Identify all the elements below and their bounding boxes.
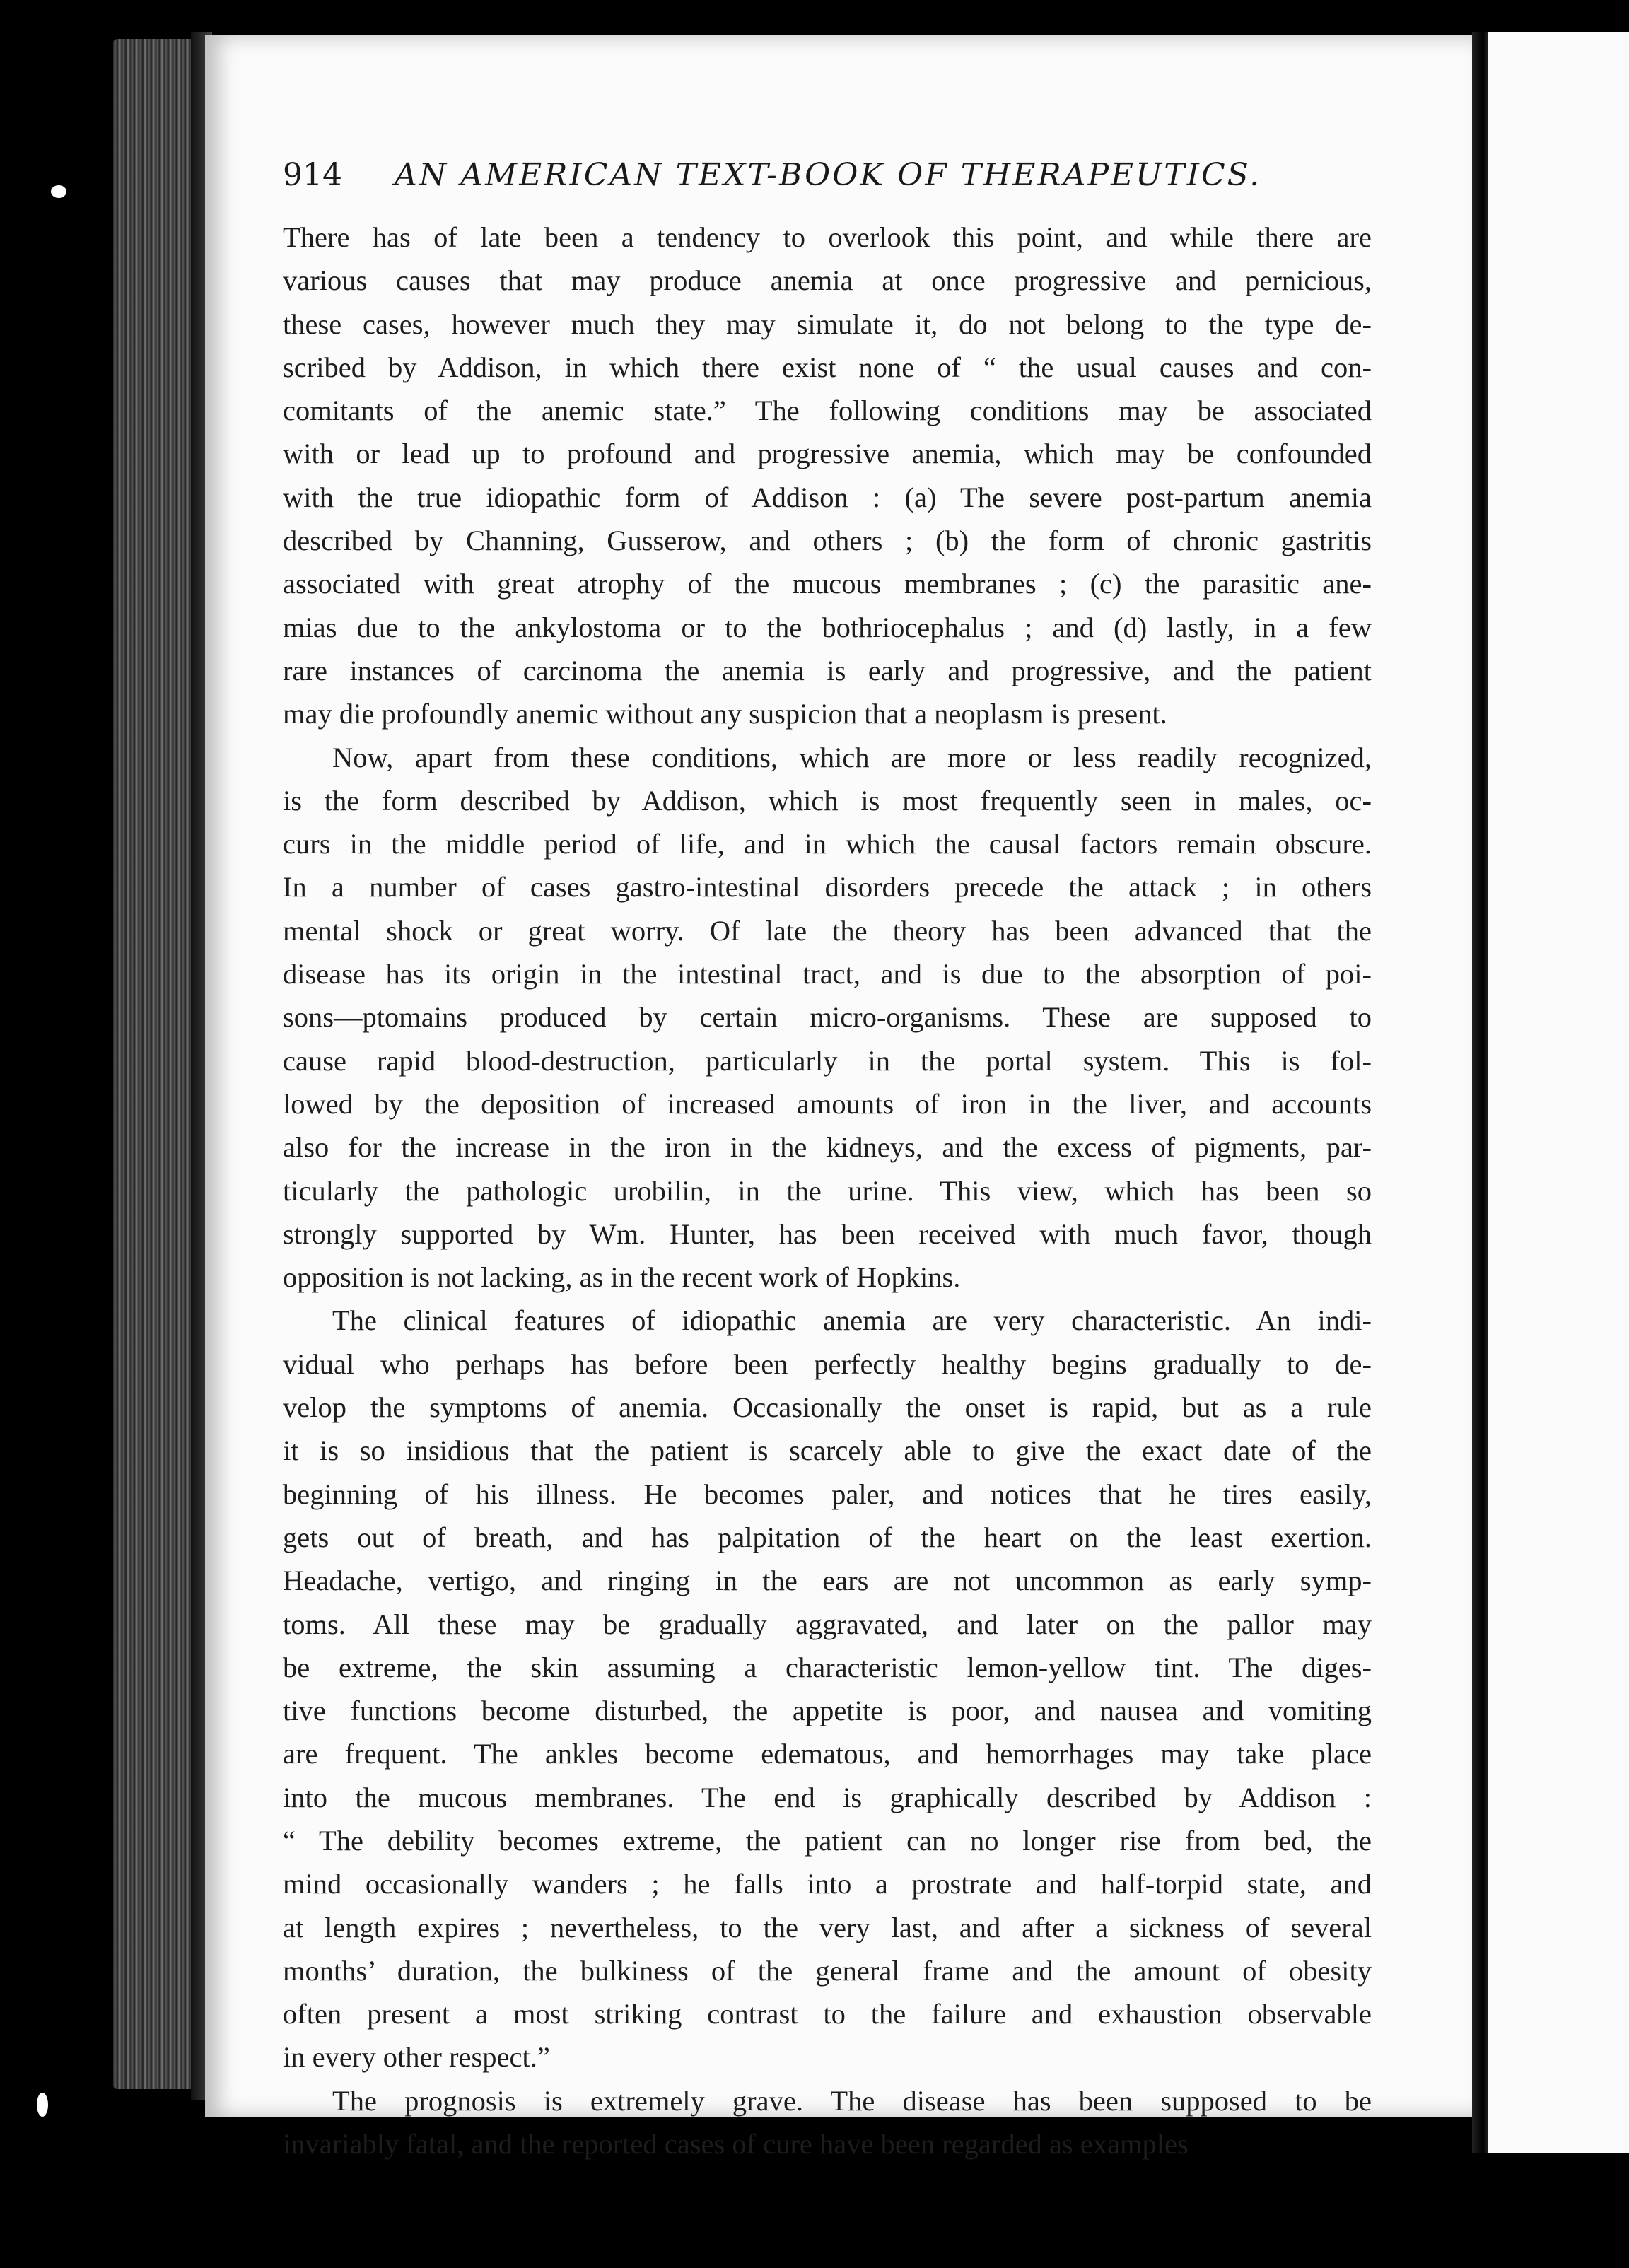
text-line: The prognosis is extremely grave. The disease has been supposed to be [332, 2084, 1372, 2117]
text-line: tive functions become disturbed, the appetite is poor, and nausea and vomiting [283, 1695, 1372, 1727]
paragraph [283, 216, 1372, 736]
text-line: mind occasionally wanders ; he falls into a prostrate and half-torpid state, and [283, 1868, 1372, 1900]
dust-speck [51, 185, 66, 198]
text-line: There has of late been a tendency to overlook this point, and while there are [283, 221, 1372, 253]
running-head [283, 157, 1262, 199]
text-line: mental shock or great worry. Of late the theory has been advanced that the [283, 914, 1372, 947]
text-line: cause rapid blood-destruction, particularly in the portal system. This is fol- [283, 1044, 1372, 1077]
text-line: various causes that may produce anemia at once progressive and pernicious, [283, 264, 1372, 297]
text-line: months’ duration, the bulkiness of the general frame and the amount of obesity [283, 1954, 1372, 1987]
dust-speck [37, 2093, 48, 2117]
text-line: sons—ptomains produced by certain micro-organisms. These are supposed to [283, 1001, 1372, 1034]
text-line: ticularly the pathologic urobilin, in the urine. This view, which has been so [283, 1174, 1372, 1207]
text-line: often present a most striking contrast to the failure and exhaustion observable [283, 1998, 1372, 2030]
text-line: are frequent. The ankles become edematous, and hemorrhages may take place [283, 1738, 1372, 1770]
text-line: Now, apart from these conditions, which are more or less readily recognized, [332, 741, 1372, 773]
text-line: curs in the middle period of life, and in which the causal factors remain obscure. [283, 828, 1372, 860]
page-number: 914 [283, 157, 342, 193]
text-line: rare instances of carcinoma the anemia is early and progressive, and the patient [283, 654, 1372, 686]
text-line: invariably fatal, and the reported cases of cure have been regarded as examples [283, 2128, 1189, 2161]
body-text [283, 216, 1372, 2165]
text-line: with the true idiopathic form of Addison : (a) The severe post-partum anemia [283, 481, 1372, 513]
text-line: associated with great atrophy of the mucous membranes ; (c) the parasitic ane- [283, 568, 1372, 600]
text-line: lowed by the deposition of increased amounts of iron in the liver, and accounts [283, 1087, 1372, 1120]
text-line: these cases, however much they may simulate it, do not belong to the type de- [283, 308, 1372, 340]
text-line: described by Channing, Gusserow, and others ; (b) the form of chronic gastritis [283, 525, 1372, 557]
text-line: opposition is not lacking, as in the recent work of Hopkins. [283, 1261, 961, 1294]
text-line: also for the increase in the iron in the kidneys, and the excess of pigments, par- [283, 1131, 1372, 1164]
text-line: disease has its origin in the intestinal tract, and is due to the absorption of poi- [283, 958, 1372, 990]
text-line: it is so insidious that the patient is scarcely able to give the exact date of the [283, 1434, 1372, 1467]
text-line: The clinical features of idiopathic anemia are very characteristic. An indi- [332, 1304, 1372, 1337]
text-line: with or lead up to profound and progressive anemia, which may be confounded [283, 438, 1372, 470]
text-line: toms. All these may be gradually aggravated, and later on the pallor may [283, 1608, 1372, 1640]
text-line: gets out of breath, and has palpitation of the heart on the least exertion. [283, 1521, 1372, 1553]
text-line: scribed by Addison, in which there exist none of “ the usual causes and con- [283, 351, 1372, 383]
text-line: comitants of the anemic state.” The following conditions may be associated [283, 394, 1372, 427]
paragraph [283, 1299, 1372, 2079]
text-line: at length expires ; nevertheless, to the very last, and after a sickness of several [283, 1911, 1372, 1943]
text-line: beginning of his illness. He becomes paler, and notices that he tires easily, [283, 1478, 1372, 1510]
paragraph [283, 736, 1372, 1299]
text-line: is the form described by Addison, which is most frequently seen in males, oc- [283, 784, 1372, 817]
text-line: vidual who perhaps has before been perfectly healthy begins gradually to de- [283, 1348, 1372, 1380]
text-line: mias due to the ankylostoma or to the bothriocephalus ; and (d) lastly, in a few [283, 611, 1372, 643]
text-line: “ The debility becomes extreme, the patient can no longer rise from bed, the [283, 1824, 1372, 1857]
facing-page [1488, 32, 1629, 2153]
text-line: may die profoundly anemic without any suspicion that a neoplasm is present. [283, 698, 1167, 730]
text-line: velop the symptoms of anemia. Occasionally the onset is rapid, but as a rule [283, 1391, 1372, 1424]
book-title: AN AMERICAN TEXT-BOOK OF THERAPEUTICS. [394, 157, 1262, 193]
text-line: Headache, vertigo, and ringing in the ears are not uncommon as early symp- [283, 1565, 1372, 1597]
paragraph [283, 2079, 1372, 2166]
text-line: into the mucous membranes. The end is graphically described by Addison : [283, 1781, 1372, 1813]
text-line: strongly supported by Wm. Hunter, has been received with much favor, though [283, 1217, 1372, 1250]
text-line: in every other respect.” [283, 2041, 550, 2074]
text-line: be extreme, the skin assuming a characteristic lemon-yellow tint. The diges- [283, 1651, 1372, 1683]
text-line: In a number of cases gastro-intestinal disorders precede the attack ; in others [283, 871, 1372, 904]
